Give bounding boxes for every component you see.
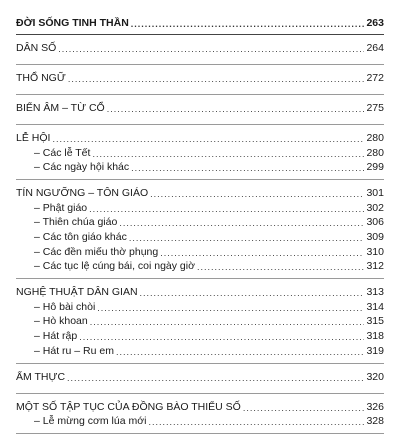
toc-section	[16, 370, 384, 394]
toc-section-row[interactable]	[16, 101, 384, 115]
toc-section	[16, 400, 384, 435]
toc-section-title: LỄ HỘI	[16, 132, 51, 144]
toc-item-row[interactable]	[16, 328, 384, 343]
header-divider	[16, 34, 384, 35]
toc-item-label: – Các lễ Tết	[34, 146, 91, 159]
toc-item-label: – Hát rập	[34, 329, 78, 342]
toc-item-label: – Lễ mừng cơm lúa mới	[34, 415, 147, 428]
dot-leader	[243, 403, 365, 414]
toc-item-row[interactable]	[16, 229, 384, 244]
toc-section	[16, 131, 384, 180]
toc-item-page: 299	[366, 161, 384, 174]
toc-section-row[interactable]	[16, 400, 384, 414]
toc-section-title: BIỂN ÂM – TỪ CỔ	[16, 102, 105, 114]
toc-section-row[interactable]	[16, 285, 384, 299]
toc-item-row[interactable]	[16, 314, 384, 329]
toc-item-row[interactable]	[16, 200, 384, 215]
dot-leader	[140, 288, 365, 299]
toc-item-row[interactable]	[16, 259, 384, 274]
toc-sections	[16, 41, 384, 434]
toc-section-page: 280	[366, 132, 384, 144]
dot-leader	[92, 149, 364, 160]
toc-item-label: – Thiên chúa giáo	[34, 216, 118, 229]
toc-item-row[interactable]	[16, 299, 384, 314]
toc-item-page: 306	[366, 216, 384, 229]
toc-item-row[interactable]	[16, 145, 384, 160]
toc-item-row[interactable]	[16, 215, 384, 230]
toc-item-row[interactable]	[16, 244, 384, 259]
toc-item-label: – Hô bài chòi	[34, 300, 96, 313]
toc-section	[16, 285, 384, 363]
toc-item-page: 280	[366, 146, 384, 159]
toc-section-row[interactable]	[16, 186, 384, 200]
toc-item-label: – Các ngày hội khác	[34, 161, 130, 174]
toc-section-title: MỘT SỐ TẬP TỤC CỦA ĐỒNG BÀO THIỂU SỐ	[16, 400, 241, 413]
table-of-contents	[16, 14, 384, 440]
toc-section-row[interactable]	[16, 41, 384, 55]
toc-section-title: TÍN NGƯỠNG – TÔN GIÁO	[16, 187, 149, 200]
toc-section-page: 320	[366, 370, 384, 383]
dot-leader	[148, 417, 364, 428]
toc-header-row	[16, 14, 384, 30]
dot-leader	[160, 248, 364, 259]
dot-leader	[79, 332, 364, 343]
toc-item-page: 309	[366, 230, 384, 243]
toc-section	[16, 71, 384, 95]
toc-section-page: 272	[366, 72, 384, 84]
toc-section-title: THỔ NGỮ	[16, 72, 66, 84]
toc-item-row[interactable]	[16, 343, 384, 358]
dot-leader	[68, 74, 365, 85]
toc-item-page: 318	[366, 329, 384, 342]
toc-section-page: 313	[366, 286, 384, 299]
toc-item-page: 310	[366, 245, 384, 258]
toc-item-page: 315	[366, 315, 384, 328]
toc-section-title: NGHỆ THUẬT DÂN GIAN	[16, 286, 138, 299]
toc-item-label: – Phật giáo	[34, 201, 88, 214]
dot-leader	[90, 317, 365, 328]
toc-section-page: 301	[366, 187, 384, 200]
toc-item-page: 314	[366, 300, 384, 313]
toc-item-label: – Các tôn giáo khác	[34, 230, 127, 243]
dot-leader	[107, 104, 365, 115]
toc-section-title: DÂN SỐ	[16, 42, 57, 54]
toc-item-page: 312	[366, 260, 384, 273]
toc-item-label: – Hò khoan	[34, 315, 88, 328]
dot-leader	[150, 189, 364, 200]
toc-item-row[interactable]	[16, 160, 384, 175]
dot-leader	[89, 204, 364, 215]
dot-leader	[131, 19, 365, 30]
toc-item-label: – Các đền miếu thờ phụng	[34, 245, 159, 258]
toc-item-row[interactable]	[16, 414, 384, 429]
toc-section	[16, 41, 384, 65]
toc-section-title: ẨM THỰC	[16, 370, 66, 383]
toc-item-label: – Các tục lệ cúng bái, coi ngày giờ	[34, 260, 195, 273]
toc-section-page: 275	[366, 102, 384, 114]
dot-leader	[52, 134, 364, 145]
dot-leader	[116, 347, 365, 358]
toc-header-label: ĐỜI SỐNG TINH THẦN	[16, 17, 129, 29]
toc-section-row[interactable]	[16, 370, 384, 384]
dot-leader	[67, 373, 364, 384]
toc-header-page: 263	[366, 17, 384, 29]
toc-item-label: – Hát ru – Ru em	[34, 344, 114, 357]
toc-item-page: 328	[366, 415, 384, 428]
toc-item-page: 319	[366, 344, 384, 357]
toc-item-page: 302	[366, 201, 384, 214]
toc-section-page: 264	[366, 42, 384, 54]
dot-leader	[131, 163, 364, 174]
dot-leader	[197, 262, 364, 273]
toc-section-page: 326	[366, 400, 384, 413]
toc-section	[16, 101, 384, 125]
toc-section-row[interactable]	[16, 131, 384, 145]
toc-section	[16, 186, 384, 279]
dot-leader	[58, 44, 364, 55]
dot-leader	[119, 218, 364, 229]
dot-leader	[97, 303, 364, 314]
toc-section-row[interactable]	[16, 71, 384, 85]
dot-leader	[129, 233, 365, 244]
